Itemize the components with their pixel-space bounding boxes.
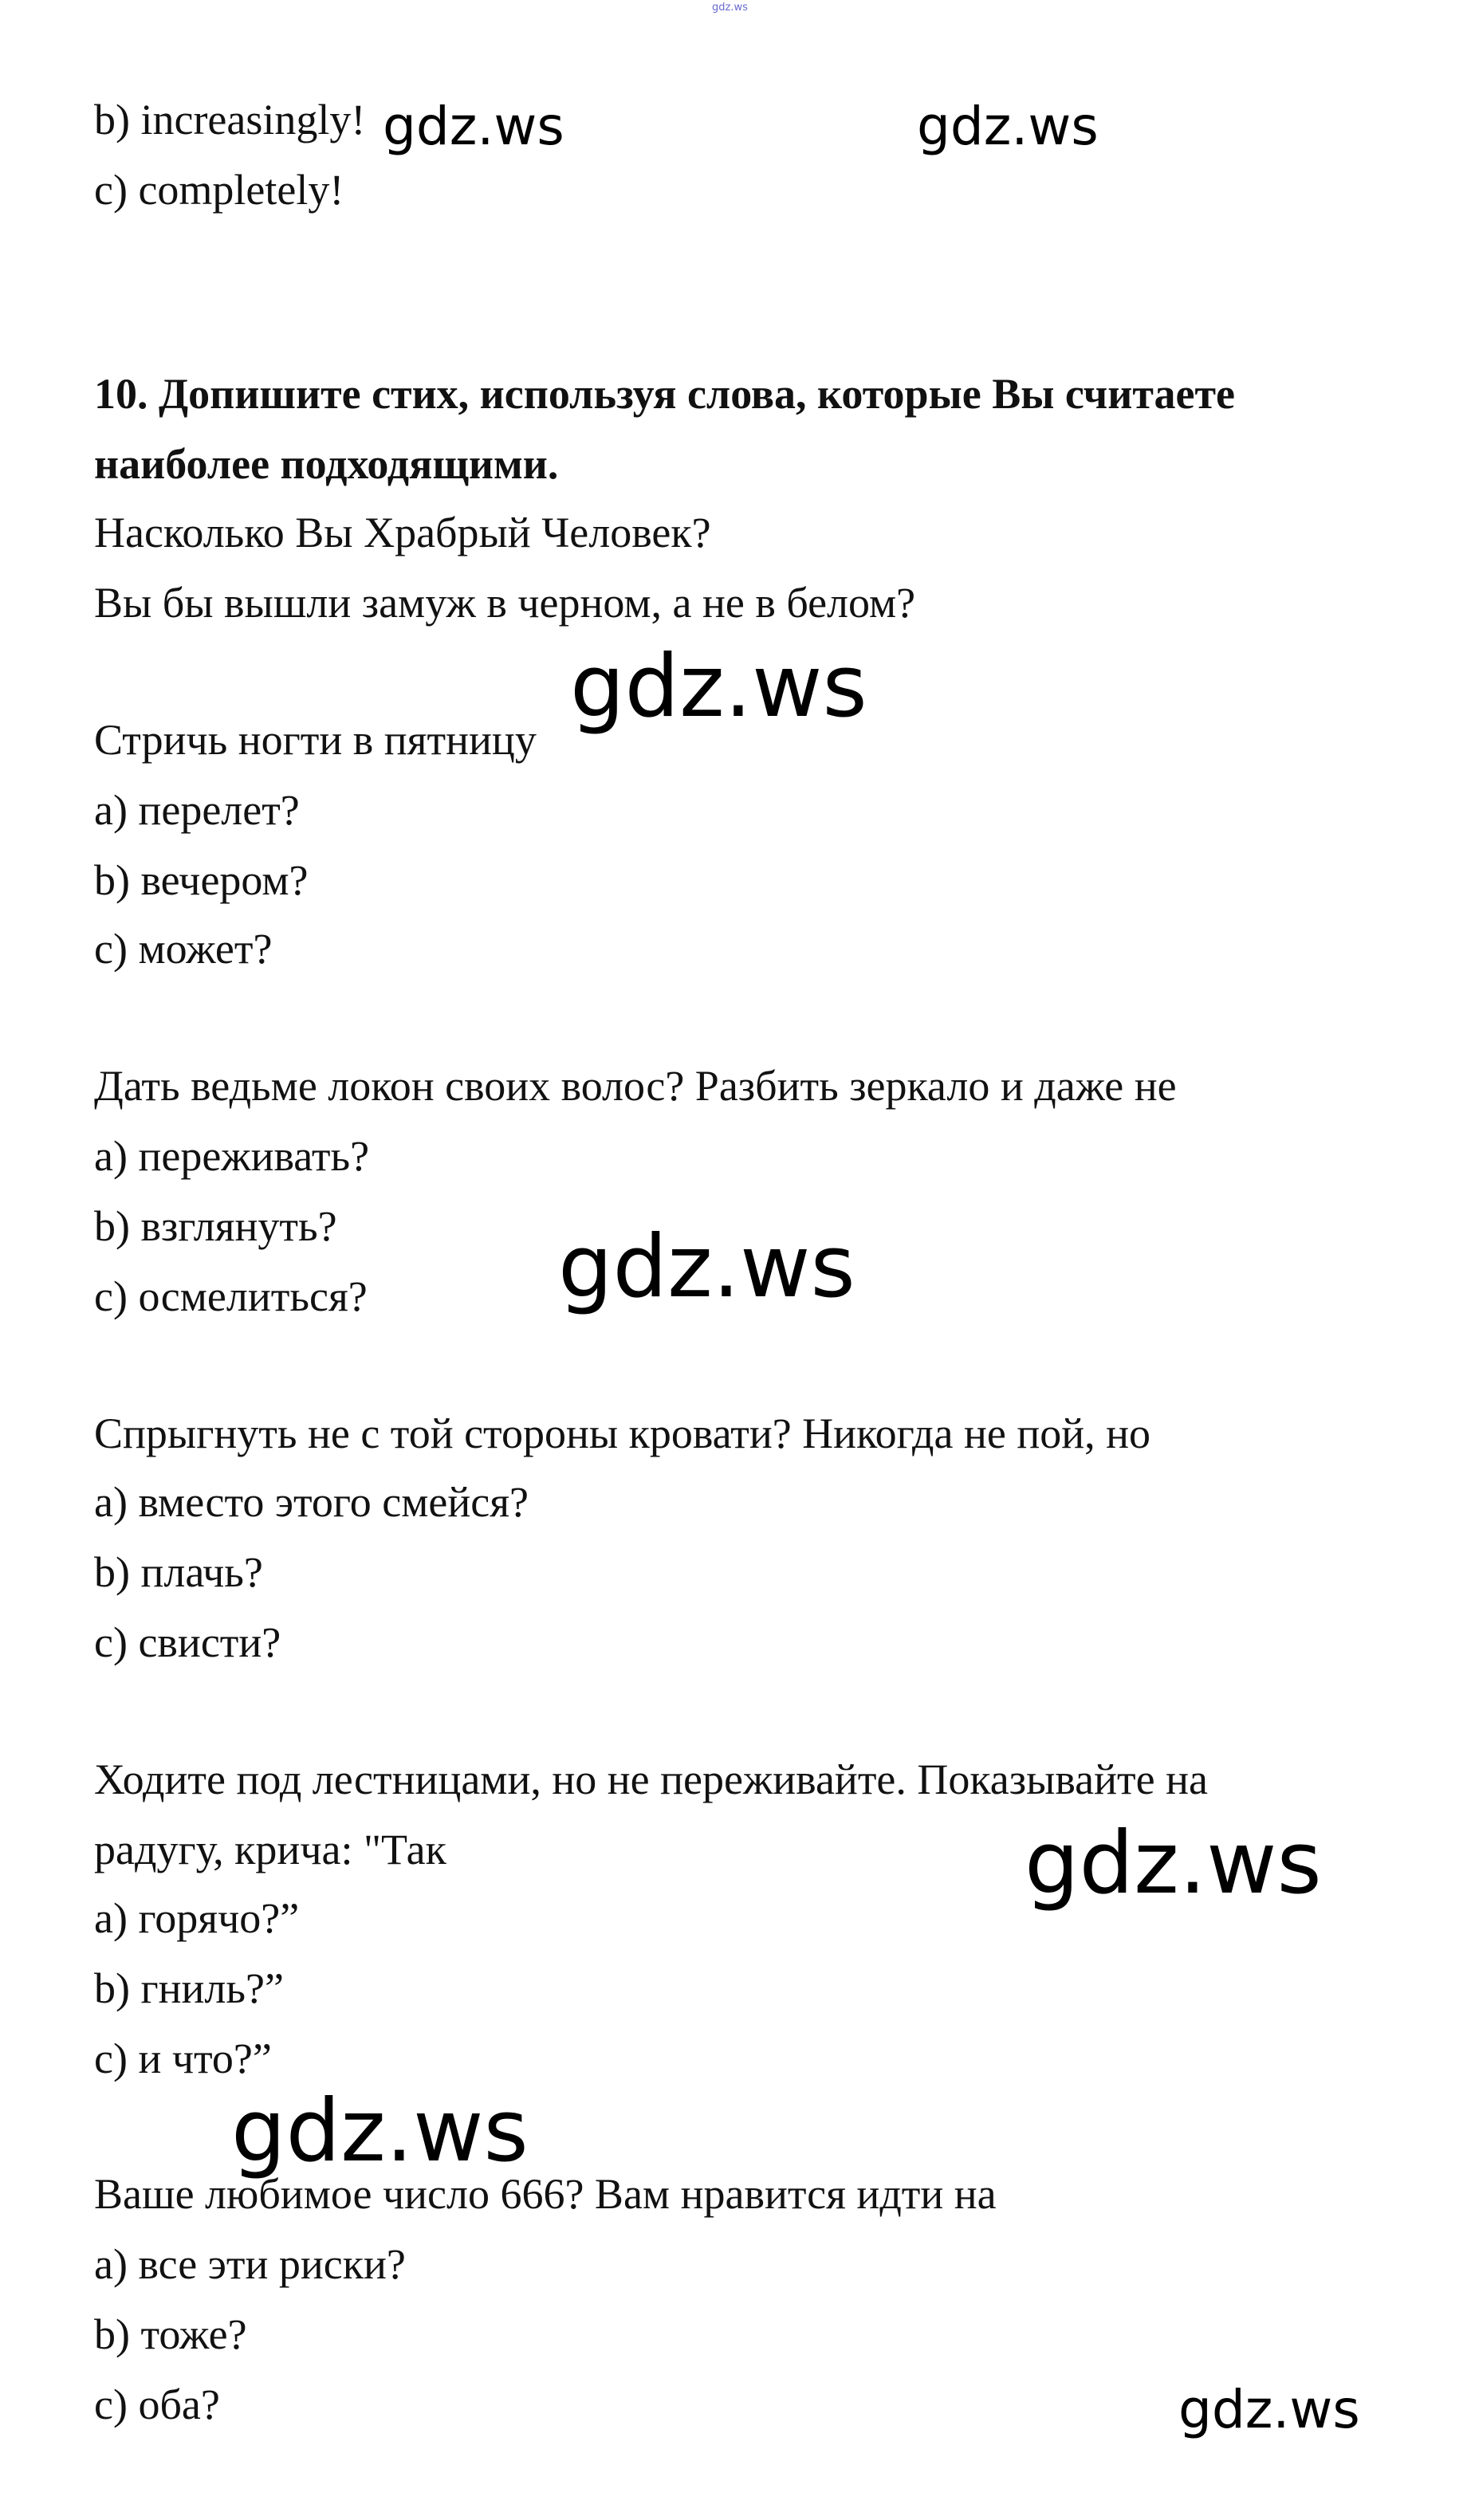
previous-option-c: c) completely! [94, 166, 344, 214]
intro-line-2: Вы бы вышли замуж в черном, а не в белом? [94, 579, 916, 627]
stanza-2-prompt: Дать ведьме локон своих волос? Разбить зеркало и даже не [94, 1062, 1177, 1110]
stanza-4-prompt-line-2: радугу, крича: "Так [94, 1826, 446, 1873]
stanza-3-option-a: a) вместо этого смейся? [94, 1478, 529, 1526]
stanza-1-option-a: a) перелет? [94, 786, 300, 834]
stanza-5-prompt: Ваше любимое число 666? Вам нравится идти на [94, 2170, 997, 2218]
stanza-5-option-c: c) оба? [94, 2380, 220, 2428]
stanza-5-option-b: b) тоже? [94, 2310, 247, 2358]
stanza-2-option-b: b) взглянуть? [94, 1202, 337, 1250]
watermark-tiny: gdz.ws [712, 2, 748, 14]
stanza-4-option-c: c) и что?” [94, 2034, 272, 2082]
stanza-4-option-b: b) гниль?” [94, 1964, 284, 2012]
watermark-6: gdz.ws [231, 2082, 529, 2181]
stanza-2-option-c: c) осмелиться? [94, 1272, 368, 1320]
stanza-3-option-c: c) свисти? [94, 1618, 281, 1666]
stanza-1-option-b: b) вечером? [94, 856, 309, 904]
stanza-3-option-b: b) плачь? [94, 1548, 263, 1596]
stanza-1-prompt: Стричь ногти в пятницу [94, 716, 537, 764]
watermark-3: gdz.ws [570, 637, 867, 737]
stanza-4-option-a: a) горячо?” [94, 1894, 300, 1942]
previous-option-b: b) increasingly! [94, 96, 366, 143]
watermark-4: gdz.ws [558, 1217, 855, 1317]
watermark-2: gdz.ws [917, 96, 1099, 157]
stanza-3-prompt: Спрыгнуть не с той стороны кровати? Никогда не пой, но [94, 1409, 1151, 1457]
exercise-title-line-2: наиболее подходящими. [94, 440, 559, 488]
stanza-1-option-c: c) может? [94, 925, 273, 973]
watermark-5: gdz.ws [1025, 1814, 1322, 1913]
intro-line-1: Насколько Вы Храбрый Человек? [94, 509, 711, 556]
watermark-1: gdz.ws [383, 96, 564, 157]
stanza-2-option-a: a) переживать? [94, 1132, 370, 1180]
watermark-7: gdz.ws [1178, 2379, 1360, 2440]
exercise-title-line-1: 10. Допишите стих, используя слова, которые Вы считаете [94, 370, 1235, 418]
stanza-4-prompt-line-1: Ходите под лестницами, но не переживайте. Показывайте на [94, 1755, 1208, 1803]
stanza-5-option-a: a) все эти риски? [94, 2240, 406, 2288]
